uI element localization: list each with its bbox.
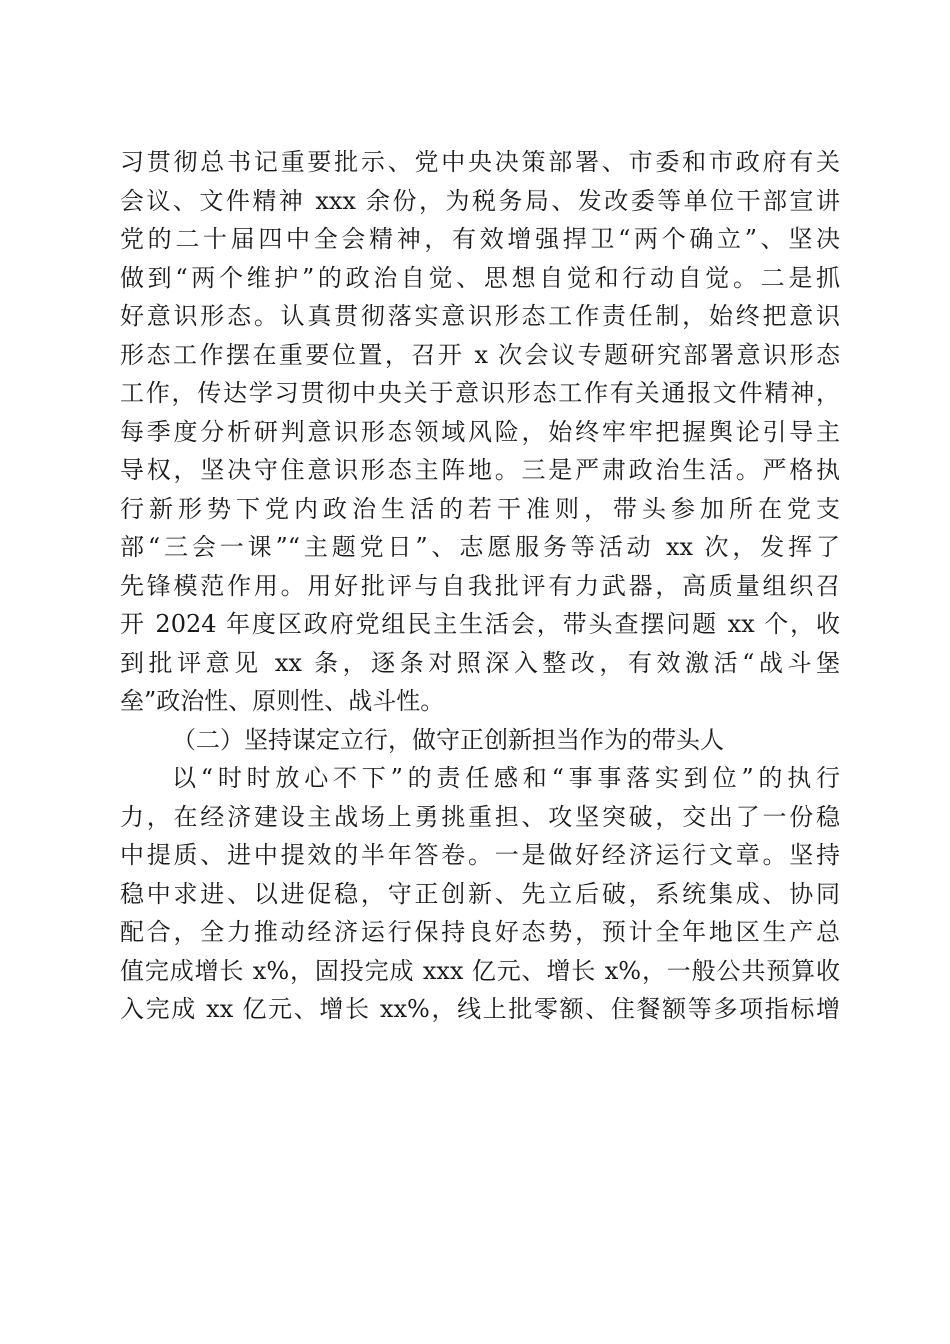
document-body xyxy=(120,143,840,1029)
paragraph-line: 党的二十届四中全会精神，有效增强捍卫“两个确立”、坚决 xyxy=(120,225,840,253)
paragraph-line: 做到“两个维护”的政治自觉、思想自觉和行动自觉。二是抓 xyxy=(120,263,840,292)
paragraph-line: 行新形势下党内政治生活的若干准则，带头参加所在党支 xyxy=(120,494,840,523)
paragraph-line: 垒”政治性、原则性、战斗性。 xyxy=(120,687,445,715)
paragraph-line: 开 2024 年度区政府党组民主生活会，带头查摆问题 xx 个，收 xyxy=(120,610,840,638)
paragraph-line: 以“时时放心不下”的责任感和“事事落实到位”的执行 xyxy=(172,764,840,792)
paragraph-line: 工作，传达学习贯彻中央关于意识形态工作有关通报文件精神， xyxy=(120,379,840,407)
paragraph-line: 入完成 xx 亿元、增长 xx%，线上批零额、住餐额等多项指标增 xyxy=(120,995,840,1023)
section-heading: （二）坚持谋定立行，做守正创新担当作为的带头人 xyxy=(172,725,724,754)
paragraph-line: 会议、文件精神 xxx 余份，为税务局、发改委等单位干部宣讲 xyxy=(120,186,840,215)
paragraph-line: 力，在经济建设主战场上勇挑重担、攻坚突破，交出了一份稳 xyxy=(120,802,840,831)
paragraph-line: 每季度分析研判意识形态领域风险，始终牢牢把握舆论引导主 xyxy=(120,417,840,446)
paragraph-line: 部“三会一课”“主题党日”、志愿服务等活动 xx 次，发挥了 xyxy=(120,533,840,561)
paragraph-line: 配合，全力推动经济运行保持良好态势，预计全年地区生产总 xyxy=(120,918,840,946)
paragraph-line: 中提质、进中提效的半年答卷。一是做好经济运行文章。坚持 xyxy=(120,841,840,869)
paragraph-line: 到批评意见 xx 条，逐条对照深入整改，有效激活“战斗堡 xyxy=(120,648,840,677)
paragraph-line: 导权，坚决守住意识形态主阵地。三是严肃政治生活。严格执 xyxy=(120,456,840,484)
paragraph-line: 形态工作摆在重要位置，召开 x 次会议专题研究部署意识形态 xyxy=(120,340,840,369)
paragraph-line: 好意识形态。认真贯彻落实意识形态工作责任制，始终把意识 xyxy=(120,302,840,330)
paragraph-line: 习贯彻总书记重要批示、党中央决策部署、市委和市政府有关 xyxy=(120,148,840,176)
paragraph-line: 先锋模范作用。用好批评与自我批评有力武器，高质量组织召 xyxy=(120,571,840,600)
paragraph-line: 稳中求进、以进促稳，守正创新、先立后破，系统集成、协同 xyxy=(120,879,840,908)
paragraph-line: 值完成增长 x%，固投完成 xxx 亿元、增长 x%，一般公共预算收 xyxy=(120,956,840,985)
